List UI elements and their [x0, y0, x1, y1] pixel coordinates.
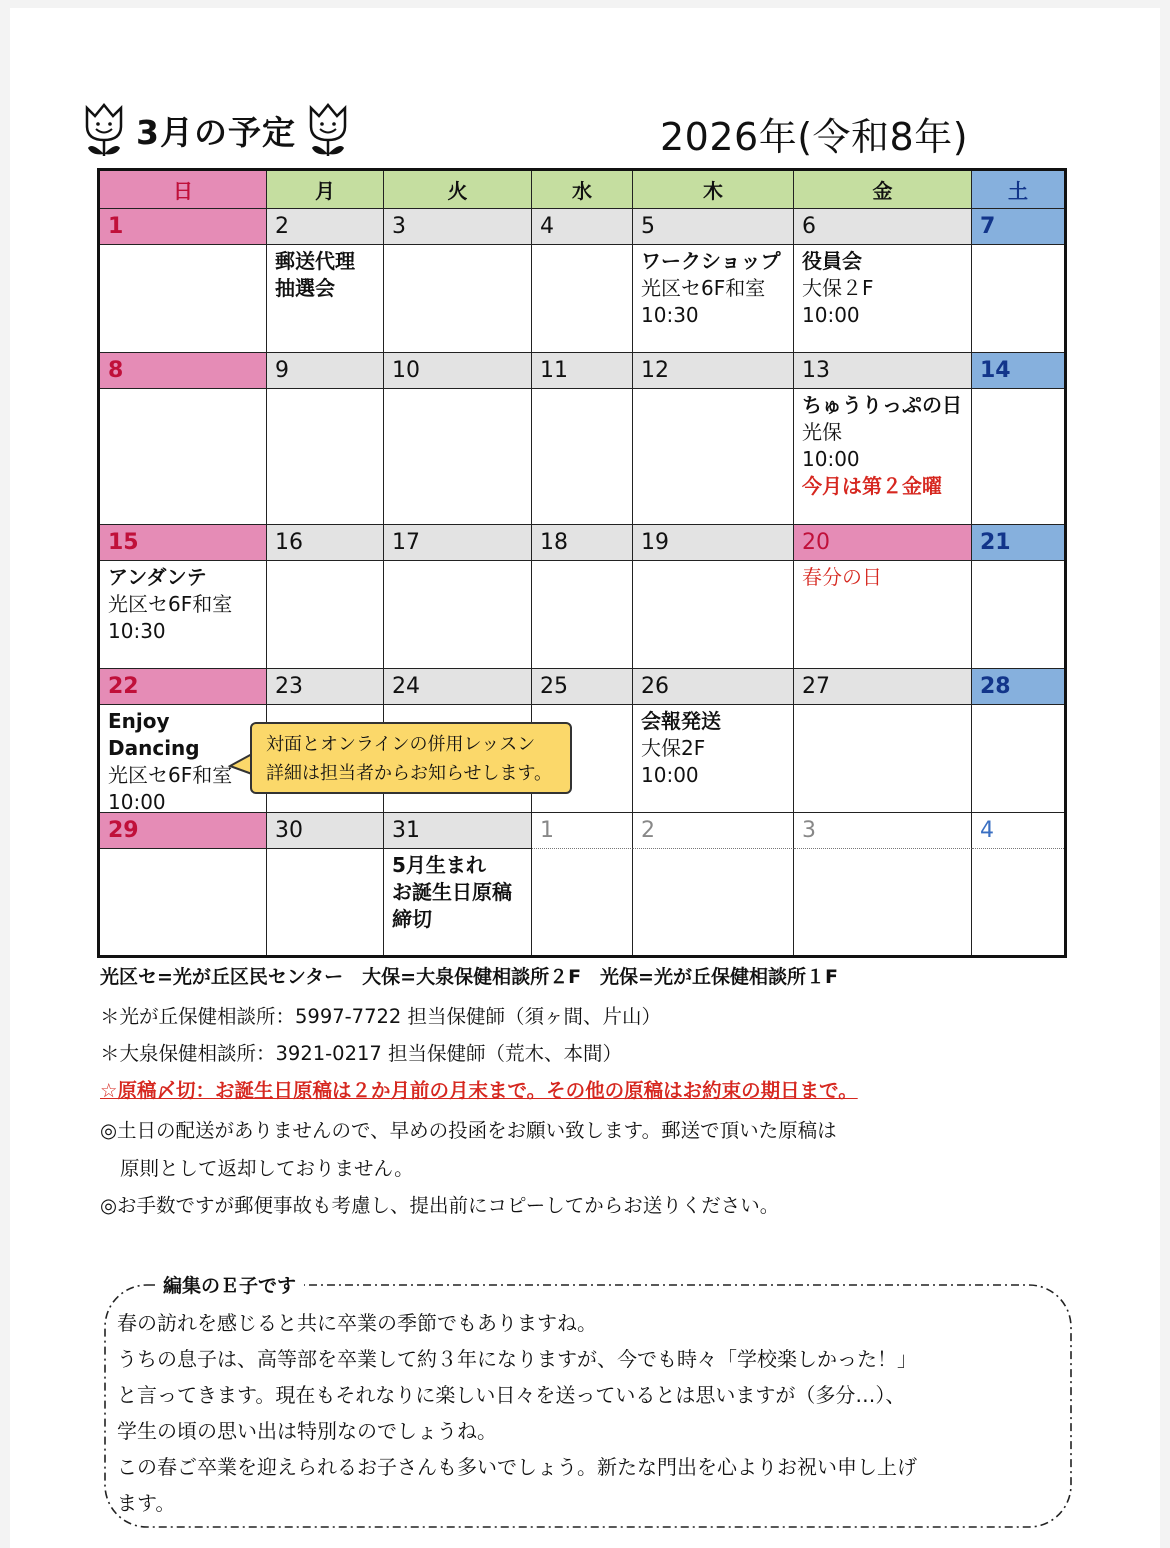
deadline-note: ☆原稿〆切：お誕生日原稿は２か月前の月末まで。その他の原稿はお約束の期日まで。	[100, 1079, 858, 1102]
event-line: 大保２F	[802, 276, 874, 300]
event-line: 光保	[802, 420, 842, 444]
day-cell	[794, 705, 972, 813]
day-cell	[532, 849, 633, 955]
day-cell	[267, 561, 384, 669]
day-cell	[384, 849, 532, 955]
page-title: 3月の予定	[136, 112, 296, 152]
event-line: 10:30	[108, 619, 166, 643]
editor-body	[117, 1305, 917, 1521]
date-number: 4	[972, 813, 1064, 849]
day-cell	[794, 561, 972, 669]
date-number: 2	[267, 209, 384, 245]
event-line: 郵送代理	[275, 249, 355, 273]
weekday-header: 日	[100, 171, 267, 209]
day-cell	[532, 561, 633, 669]
day-cell	[384, 245, 532, 353]
note-line: 原則として返却しておりません。	[120, 1157, 414, 1180]
day-cell	[384, 561, 532, 669]
date-number: 29	[100, 813, 267, 849]
event-line: 締切	[392, 907, 432, 931]
date-number: 7	[972, 209, 1064, 245]
event-line: 大保2F	[641, 736, 706, 760]
date-number: 31	[384, 813, 532, 849]
date-number: 10	[384, 353, 532, 389]
day-cell	[532, 245, 633, 353]
date-number: 2	[633, 813, 794, 849]
day-cell	[267, 245, 384, 353]
date-number: 4	[532, 209, 633, 245]
day-cell	[633, 245, 794, 353]
date-number: 18	[532, 525, 633, 561]
editor-line: ます。	[117, 1491, 176, 1515]
date-number: 17	[384, 525, 532, 561]
callout-line: 対面とオンラインの併用レッスン	[266, 734, 536, 755]
event-line: 会報発送	[641, 709, 721, 733]
date-number: 28	[972, 669, 1064, 705]
day-cell	[794, 245, 972, 353]
calendar-grid	[100, 171, 1064, 955]
note-line: ＊大泉保健相談所：3921-0217 担当保健師（荒木、本間）	[100, 1042, 622, 1065]
tulip-icon	[82, 102, 126, 158]
date-number: 12	[633, 353, 794, 389]
event-line: 10:00	[641, 763, 699, 787]
day-cell	[633, 389, 794, 525]
weekday-header: 水	[532, 171, 633, 209]
editor-line: と言ってきます。現在もそれなりに楽しい日々を送っているとは思いますが（多分…）、	[117, 1383, 906, 1407]
editor-line: うちの息子は、高等部を卒業して約３年になりますが、今でも時々「学校楽しかった！」	[117, 1347, 917, 1371]
event-line: 10:00	[802, 447, 860, 471]
date-number: 15	[100, 525, 267, 561]
event-line: 光区セ6F和室	[641, 276, 766, 300]
date-number: 24	[384, 669, 532, 705]
date-number: 3	[794, 813, 972, 849]
day-cell	[267, 389, 384, 525]
weekday-header: 土	[972, 171, 1064, 209]
event-line: 光区セ6F和室	[108, 763, 233, 787]
tulip-icon	[306, 102, 350, 158]
editor-line: 春の訪れを感じると共に卒業の季節でもありますね。	[117, 1311, 597, 1335]
date-number: 19	[633, 525, 794, 561]
day-cell	[633, 705, 794, 813]
note-line: ◎お手数ですが郵便事故も考慮し、提出前にコピーしてからお送りください。	[100, 1194, 780, 1217]
event-line: アンダンテ	[108, 565, 207, 589]
date-number: 23	[267, 669, 384, 705]
weekday-header: 金	[794, 171, 972, 209]
editor-line: 学生の頃の思い出は特別なのでしょうね。	[117, 1419, 497, 1443]
event-line: 10:00	[108, 790, 166, 813]
day-cell	[794, 849, 972, 955]
date-number: 16	[267, 525, 384, 561]
day-cell	[100, 245, 267, 353]
day-cell	[100, 849, 267, 955]
day-cell	[972, 389, 1064, 525]
day-cell	[633, 561, 794, 669]
page-title-area	[82, 100, 350, 160]
date-number: 8	[100, 353, 267, 389]
date-number: 22	[100, 669, 267, 705]
event-line: 抽選会	[275, 276, 335, 300]
weekday-header: 火	[384, 171, 532, 209]
day-cell	[972, 245, 1064, 353]
day-cell	[972, 849, 1064, 955]
date-number: 27	[794, 669, 972, 705]
date-number: 1	[100, 209, 267, 245]
day-cell	[267, 849, 384, 955]
date-number: 9	[267, 353, 384, 389]
event-line: 10:00	[802, 303, 860, 327]
day-cell	[100, 389, 267, 525]
lesson-callout	[250, 722, 572, 794]
day-cell	[972, 561, 1064, 669]
event-line: お誕生日原稿	[392, 880, 512, 904]
callout-line: 詳細は担当者からお知らせします。	[266, 763, 553, 784]
note-line: ◎土日の配送がありませんので、早めの投函をお願い致します。郵送で頂いた原稿は	[100, 1119, 837, 1142]
day-cell	[794, 389, 972, 525]
date-number: 3	[384, 209, 532, 245]
event-line: ちゅうりっぷの日	[802, 393, 962, 417]
date-number: 1	[532, 813, 633, 849]
day-cell	[100, 561, 267, 669]
event-line: 今月は第２金曜	[802, 474, 942, 498]
weekday-header: 木	[633, 171, 794, 209]
day-cell	[384, 389, 532, 525]
year-label: 2026年(令和8年)	[660, 115, 969, 159]
date-number: 20	[794, 525, 972, 561]
event-line: ワークショップ	[641, 249, 781, 273]
date-number: 13	[794, 353, 972, 389]
note-line: ＊光が丘保健相談所：5997-7722 担当保健師（須ヶ間、片山）	[100, 1005, 661, 1028]
day-cell	[532, 389, 633, 525]
calendar	[97, 168, 1067, 958]
event-line: 春分の日	[802, 565, 882, 589]
event-line: 光区セ6F和室	[108, 592, 233, 616]
editor-title: 編集のＥ子です	[155, 1271, 304, 1298]
date-number: 25	[532, 669, 633, 705]
date-number: 5	[633, 209, 794, 245]
abbreviation-legend: 光区セ=光が丘区民センター 大保=大泉保健相談所２F 光保=光が丘保健相談所１F	[100, 966, 838, 988]
date-number: 6	[794, 209, 972, 245]
event-line: 5月生まれ	[392, 853, 486, 877]
event-line: 10:30	[641, 303, 699, 327]
date-number: 11	[532, 353, 633, 389]
date-number: 14	[972, 353, 1064, 389]
day-cell	[633, 849, 794, 955]
day-cell	[972, 705, 1064, 813]
weekday-header: 月	[267, 171, 384, 209]
event-line: Enjoy Dancing	[108, 709, 200, 760]
event-line: 役員会	[802, 249, 862, 273]
editor-box	[103, 1275, 1073, 1531]
date-number: 21	[972, 525, 1064, 561]
date-number: 30	[267, 813, 384, 849]
editor-line: この春ご卒業を迎えられるお子さんも多いでしょう。新たな門出を心よりお祝い申し上げ	[117, 1455, 917, 1479]
date-number: 26	[633, 669, 794, 705]
